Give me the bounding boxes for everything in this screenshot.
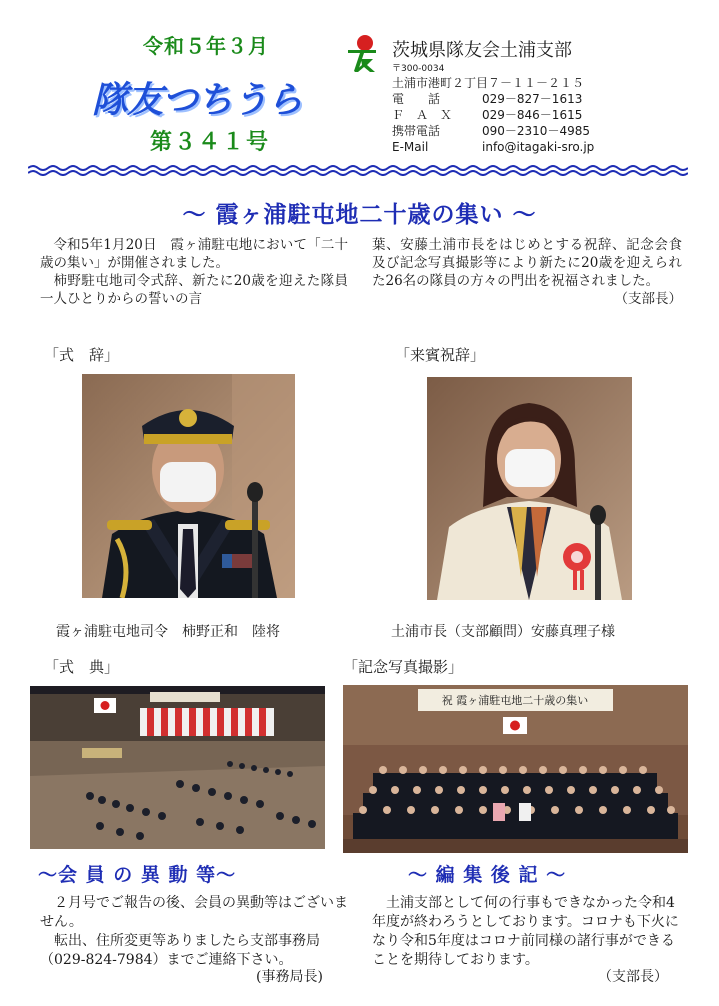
newsletter-title: 隊友つちうら	[92, 80, 303, 121]
article-column-left	[40, 236, 348, 308]
email-address: info@itagaki-sro.jp	[482, 140, 595, 154]
article-column-right	[372, 236, 682, 308]
association-logo-icon	[345, 34, 381, 74]
organization-name: 茨城県隊友会土浦支部	[392, 40, 572, 61]
issue-number: 第３４１号	[150, 130, 271, 155]
members-paragraph: 転出、住所変更等ありましたら支部事務局（029-824-7984）までご連絡下さい。	[40, 933, 320, 968]
article-headline: ～ 霞ヶ浦駐屯地二十歳の集い ～	[182, 201, 537, 228]
contact-block	[392, 64, 594, 155]
members-signature: (事務局長)	[256, 969, 323, 985]
article-paragraph: 柿野駐屯地司令式辞、新たに20歳を迎えた隊員一人ひとりからの誓いの言	[40, 273, 348, 307]
label-group-photo: 「記念写真撮影」	[343, 658, 464, 676]
mobile-label: 携帯電話	[392, 124, 441, 138]
editorial-paragraph: 土浦支部として何の行事もできなかった令和4年度が終わろうとしております。コロナも下火になり令和5年度はコロナ前同様の諸行事ができることを期待しております。	[372, 895, 679, 968]
wave-divider	[28, 164, 688, 176]
photo-group-commemorative	[343, 685, 688, 853]
banner-text: 祝 霞ヶ浦駐屯地二十歳の集い	[441, 694, 589, 707]
article-paragraph: 葉、安藤土浦市長をはじめとする祝辞、記念会食及び記念写真撮影等により新たに20歳を迎えられた26名の隊員の方々の門出を祝福されました。	[372, 237, 682, 289]
editorial-body	[372, 894, 682, 970]
label-guest-speech: 「来賓祝辞」	[395, 346, 486, 364]
issue-date: 令和５年３月	[143, 34, 269, 58]
phone-label: 電 話	[392, 92, 441, 106]
members-section-title: ～会 員 の 異 動 等～	[38, 864, 237, 886]
photo-ceremony-hall	[30, 686, 325, 849]
editorial-signature: （支部長）	[598, 969, 668, 985]
label-address: 「式 辞」	[44, 346, 120, 364]
fax-number: 029－846－1615	[482, 108, 583, 122]
editorial-section-title: ～ 編 集 後 記 ～	[408, 864, 567, 886]
caption-commander: 霞ヶ浦駐屯地司令 柿野正和 陸将	[56, 624, 280, 640]
photo-commander	[82, 374, 295, 598]
article-paragraph: 令和5年1月20日 霞ヶ浦駐屯地において「二十歳の集い」が開催されました。	[40, 237, 348, 271]
phone-number: 029－827－1613	[482, 92, 583, 106]
fax-label: Ｆ Ａ Ｘ	[392, 108, 453, 122]
postal-code: 〒300-0034	[392, 64, 445, 74]
mobile-number: 090－2310－4985	[482, 124, 590, 138]
photo-mayor	[427, 377, 632, 600]
label-ceremony: 「式 典」	[44, 658, 120, 676]
address: 土浦市港町２丁目７－１１－２１５	[392, 76, 585, 90]
members-body	[40, 894, 348, 970]
members-paragraph: ２月号でご報告の後、会員の異動等はございません。	[40, 895, 348, 930]
caption-mayor: 土浦市長（支部顧問）安藤真理子様	[391, 624, 615, 640]
email-label: E-Mail	[392, 140, 429, 154]
article-signature: （支部長）	[614, 291, 682, 307]
